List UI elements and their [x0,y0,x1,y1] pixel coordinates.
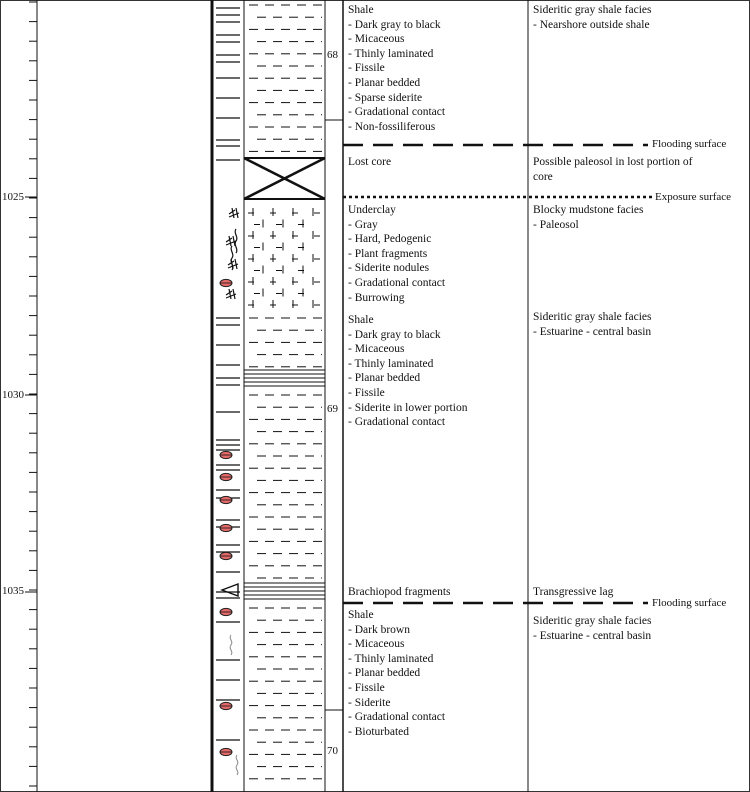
desc-line: - Planar bedded [348,372,421,385]
desc-line: - Plant fragments [348,247,428,260]
facies-line: Sideritic gray shale facies [533,4,652,16]
desc-line: - Thinly laminated [348,357,434,370]
desc-line: Underclay [348,204,396,216]
desc-line: - Thinly laminated [348,652,434,665]
facies-line: Blocky mudstone facies [533,204,644,216]
brachiopod-icon [222,584,238,596]
facies-line: - Estuarine - central basin [533,629,652,642]
description-shale-middle [348,313,467,430]
root-trace-icon [226,236,236,246]
desc-line: - Siderite in lower portion [348,401,468,414]
desc-line: - Siderite nodules [348,262,430,275]
desc-line: - Thinly laminated [348,47,434,60]
facies-line: Sideritic gray shale facies [533,311,652,323]
desc-line: Shale [348,609,374,621]
description-brachiopod-fragments [348,585,451,600]
root-trace-icon [226,289,236,299]
desc-line: - Dark brown [348,623,410,636]
desc-line: - Bioturbated [348,725,409,738]
desc-line: - Gradational contact [348,106,446,119]
desc-line: - Fissile [348,386,385,399]
description-underclay [348,203,445,305]
desc-line: - Non-fossiliferous [348,120,436,133]
depth-label-1035: 1035 [2,585,24,597]
desc-line: - Gray [348,218,378,231]
facies-line: Possible paleosol in lost portion of [533,156,693,168]
desc-line: - Micaceous [348,33,405,46]
facies-sideritic-nearshore [533,3,651,32]
flooding-surface-lower-label: Flooding surface [652,597,727,609]
flooding-surface-upper-label: Flooding surface [652,138,727,150]
desc-line: Lost core [348,156,392,168]
facies-line: Transgressive lag [533,586,614,598]
burrow-icon [230,635,232,655]
desc-line: - Micaceous [348,343,405,356]
description-shale-lower [348,608,445,739]
desc-line: - Micaceous [348,638,405,651]
desc-line: - Fissile [348,62,385,75]
facies-line: core [533,170,553,183]
facies-sideritic-estuarine-lower [533,614,651,643]
facies-line: - Estuarine - central basin [533,325,652,338]
root-trace-icon [229,208,239,218]
desc-line: - Gradational contact [348,711,446,724]
burrow-icon [236,755,238,775]
desc-line: - Burrowing [348,291,405,304]
desc-line: Shale [348,4,374,16]
exposure-surface-label: Exposure surface [655,191,732,203]
desc-line: - Hard, Pedogenic [348,233,432,246]
sample-number-68: 68 [327,49,338,61]
description-lost-core [348,155,391,170]
facies-line: Sideritic gray shale facies [533,615,652,627]
facies-line: - Paleosol [533,218,579,231]
desc-line: - Siderite [348,696,391,709]
desc-line: - Gradational contact [348,416,446,429]
burrow-icon [235,229,237,253]
desc-line: - Gradational contact [348,276,446,289]
facies-line: - Nearshore outside shale [533,18,650,31]
desc-line: - Fissile [348,681,385,694]
desc-line: - Sparse siderite [348,91,423,104]
depth-label-1030: 1030 [2,389,24,401]
desc-line: - Planar bedded [348,667,421,680]
description-shale-upper [348,3,445,134]
desc-line: Brachiopod fragments [348,586,451,598]
depth-label-1025: 1025 [2,191,24,203]
desc-line: - Dark gray to black [348,328,441,341]
sample-number-69: 69 [327,403,338,415]
facies-blocky-mudstone [533,203,644,232]
facies-transgressive-lag [533,585,613,600]
facies-possible-paleosol [533,155,692,184]
desc-line: - Dark gray to black [348,18,441,31]
desc-line: Shale [348,314,374,326]
desc-line: - Planar bedded [348,76,421,89]
sample-number-70: 70 [327,745,338,757]
facies-sideritic-estuarine-upper [533,310,651,339]
